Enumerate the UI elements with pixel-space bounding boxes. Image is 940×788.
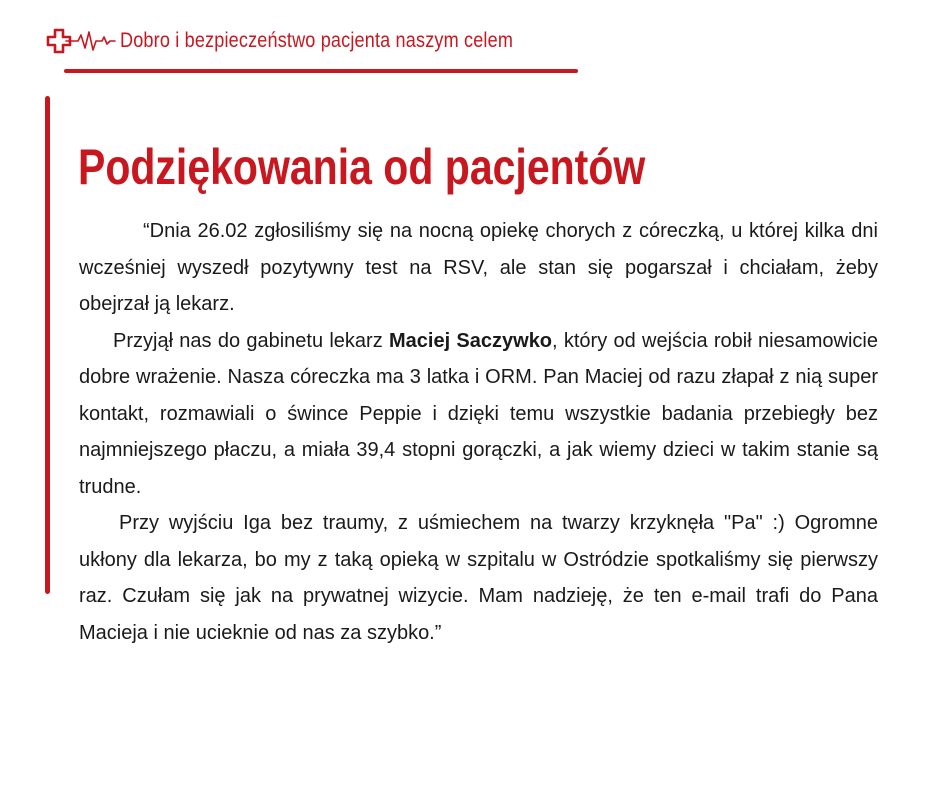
paragraph-2-rest: , który od wejścia robił niesamowicie dobre wrażenie. Nasza córeczka ma 3 latka i ORM. Pan Maciej od razu złapał z nią super kontakt, rozmawiali o śwince Peppie i dzięki temu wszystkie badania przebiegły bez najmniejszego płaczu, a miała 39,4 stopni gorączki, a jak wiemy dzieci w takim stanie są trudne. xyxy=(79,329,878,498)
header xyxy=(44,24,577,58)
doctor-name: Maciej Saczywko xyxy=(389,329,553,352)
left-accent-bar xyxy=(45,96,50,594)
header-tagline: Dobro i bezpieczeństwo pacjenta naszym celem xyxy=(120,29,514,52)
page-title: Podziękowania od pacjentów xyxy=(78,139,646,195)
paragraph-3: Przy wyjściu Iga bez traumy, z uśmiechem na twarzy krzyknęła "Pa" :) Ogromne ukłony dla lekarza, bo my z taką opieką w szpitalu w Ostródzie spotkaliśmy się pierwszy raz. Czułam się jak na prywatnej wizycie. Mam nadzieję, że ten e-mail trafi do Pana Macieja i nie ucieknie od nas za szybko.” xyxy=(79,512,878,644)
testimonial-text xyxy=(79,213,878,651)
medical-cross-heartbeat-icon xyxy=(44,26,116,56)
paragraph-1: “Dnia 26.02 zgłosiliśmy się na nocną opiekę chorych z córeczką, u której kilka dni wcześniej wyszedł pozytywny test na RSV, ale stan się pogarszał i chciałam, żeby obejrzał ją lekarz. xyxy=(79,220,878,315)
header-divider xyxy=(64,69,578,73)
paragraph-2-intro: Przyjął nas do gabinetu lekarz xyxy=(113,329,389,352)
paragraph-2 xyxy=(79,323,878,506)
